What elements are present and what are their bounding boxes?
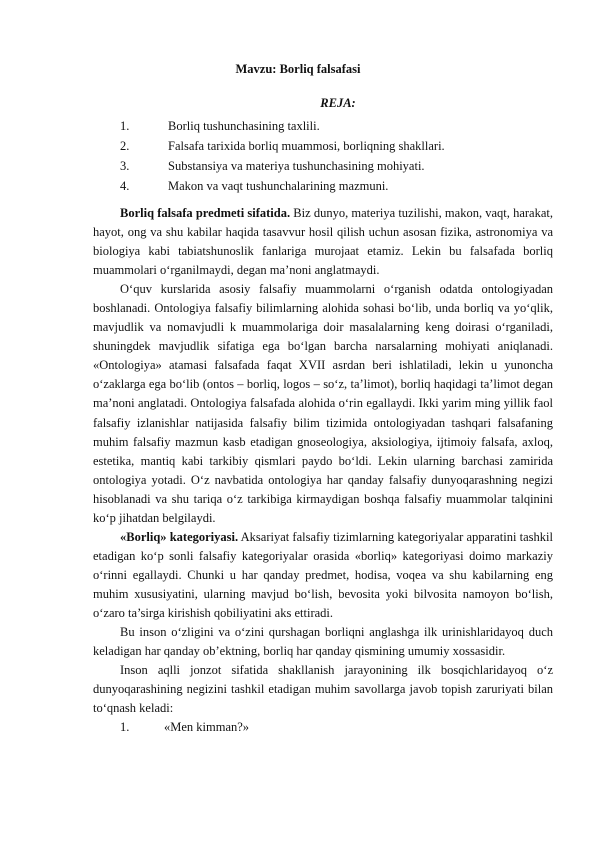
paragraph-text: Inson aqlli jonzot sifatida shakllanish jarayonining ilk bosqichlaridayoq o‘z dunyoqarashining negizini tashkil etadigan muhim savollarga javob topish zaruriyati bilan to‘qnash keladi: — [93, 663, 553, 716]
paragraph-text: Biz dunyo, materiya tuzilishi, makon, vaqt, harakat, hayot, ong va shu kabilar haqida tasavvur hosil qilish uchun asosan fizika, astronomiya va biologiya kabi tabiatshunoslik fanlariga murojaat etamiz. Lekin bu falsafada borliq muammolari o‘rganilmaydi, degan ma’noni anglatmaydi. — [93, 206, 554, 278]
plan-item-number: 3. — [120, 159, 130, 173]
paragraph-text: Aksariyat falsafiy tizimlarning kategoriyalar apparatini tashkil etadigan ko‘p sonli falsafiy kategoriyalar orasida «borliq» kategoriyasi doimo markaziy o‘rinni egallaydi. Chunki u har qanday predmet, hodisa, voqea va shu kabilarning eng muhim xususiyatini, ularning mavjud bo‘lish, bevosita yoki bilvosita namoyon bo‘lish, o‘zaro ta’sirga kirishish qobiliyatini aks ettiradi. — [93, 529, 553, 620]
document-body — [93, 204, 553, 737]
section-heading: «Borliq» kategoriyasi. — [120, 529, 239, 544]
plan-item — [120, 116, 445, 136]
plan-item-text: Makon va vaqt tushunchalarining mazmuni. — [168, 179, 389, 193]
plan-heading: REJA: — [320, 96, 356, 110]
plan-item — [120, 176, 445, 196]
paragraph-text: O‘quv kurslarida asosiy falsafiy muammolarni o‘rganish odatda ontologiyadan boshlanadi. Ontologiya falsafiy bilimlarning alohida sohasi bo‘lib, unda borliq va yo‘qlik, mavjudlik va nomavjudli k muammolariga doir masalalarning keng doirasi o‘rganiladi, shuningdek mavjudlik sifatiga ega bo‘lgan barcha narsalarning mohiyati aniqlanadi. «Ontologiya» atamasi falsafada faqat XVII asrdan beri ishlatiladi, lekin u yunoncha o‘zaklarga ega bo‘lib (ontos – borliq, logos – so‘z, ta’limot), borliq haqidagi ta’limot degan ma’noni anglatadi. Ontologiya falsafada alohida o‘rin egallaydi. Ikki yarim ming yillik faol falsafiy izlanishlar natijasida falsafiy bilim tizimida ontologiyadan tashqari falsafaning muhim falsafiy mazmun kasb etadigan gnoseologiya, aksiologiya, ijtimoiy falsafa, axloq, estetika, mantiq kabi tarkibiy qismlari paydo bo‘ldi. Lekin ularning barchasi zamirida ontologiya yotadi. O‘z navbatida ontologiya har qanday falsafiy dunyoqarashning negizi hisoblanadi va shu tariqa o‘z tarkibiga kirmaydigan boshqa falsafiy muammolar talqinini ko‘p jihatdan belgilaydi. — [93, 282, 553, 525]
paragraph — [93, 661, 553, 718]
question-text: «Men kimman?» — [164, 720, 250, 735]
paragraph-text: Bu inson o‘zligini va o‘zini qurshagan borliqni anglashga ilk urinishlaridayoq duch keladigan har qanday ob’ektning, borliq har qanday qismining umumiy xossasidir. — [93, 625, 553, 659]
paragraph — [93, 623, 553, 661]
paragraph — [93, 204, 553, 280]
plan-item — [120, 136, 445, 156]
paragraph — [93, 528, 553, 623]
paragraph — [93, 280, 553, 528]
plan-item-number: 4. — [120, 179, 130, 193]
question-item — [93, 718, 553, 737]
plan-list — [120, 116, 445, 196]
plan-item-number: 1. — [120, 119, 130, 133]
section-heading: Borliq falsafa predmeti sifatida. — [120, 206, 291, 220]
plan-item — [120, 156, 445, 176]
plan-item-text: Falsafa tarixida borliq muammosi, borliqning shakllari. — [168, 139, 445, 153]
document-title: Mavzu: Borliq falsafasi — [235, 62, 361, 76]
plan-item-text: Borliq tushunchasining taxlili. — [168, 119, 320, 133]
plan-item-number: 2. — [120, 139, 130, 153]
question-number: 1. — [120, 720, 130, 735]
plan-item-text: Substansiya va materiya tushunchasining mohiyati. — [168, 159, 425, 173]
